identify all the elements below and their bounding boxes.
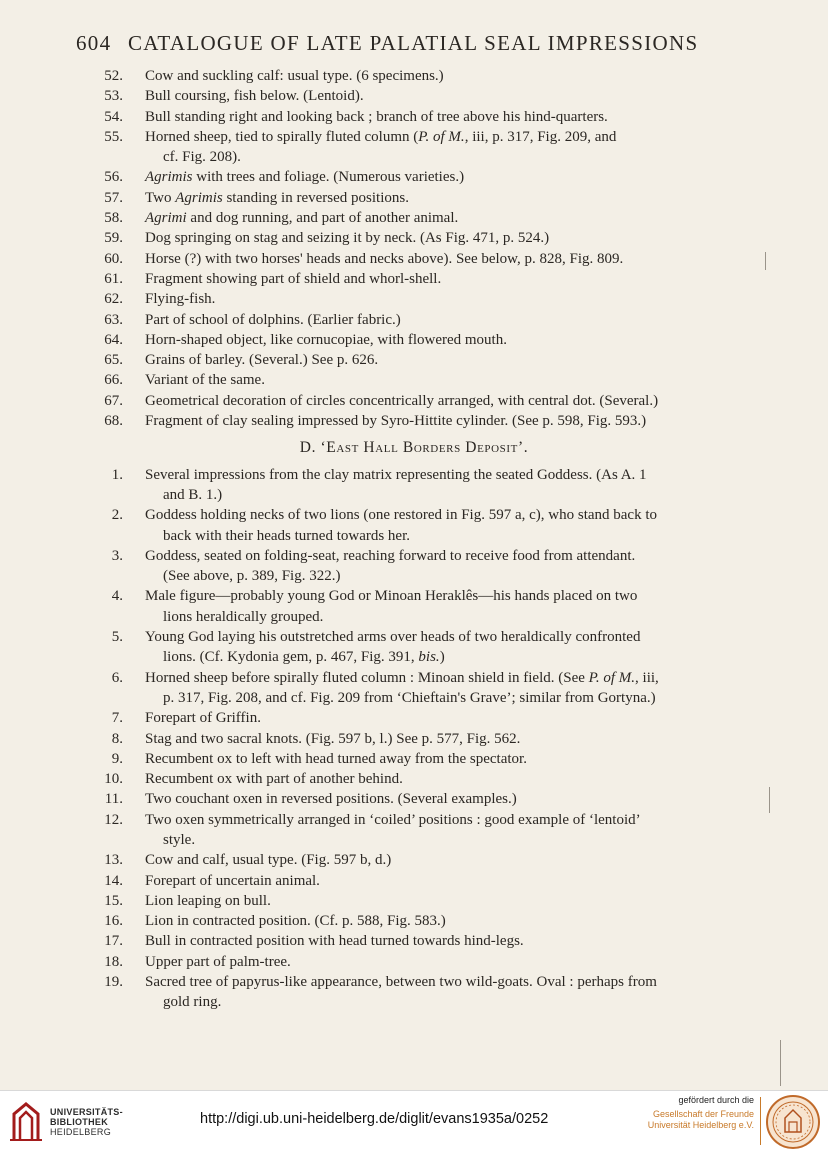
entry-text-line: lions heraldically grouped.: [163, 608, 324, 625]
entry-text-line: Goddess holding necks of two lions (one restored in Fig. 597 a, c), who stand back to: [145, 507, 657, 524]
entry-text-line: Sacred tree of papyrus-like appearance, between two wild-goats. Oval : perhaps from: [145, 974, 657, 991]
entry-text-line: Young God laying his outstretched arms over heads of two heraldically confronted: [145, 629, 641, 646]
entry-text-line: (See above, p. 389, Fig. 322.): [163, 568, 341, 585]
entry-text-line: Forepart of Griffin.: [145, 710, 261, 727]
catalogue-entry: [0, 411, 700, 431]
university-library-logo-icon: [8, 1100, 44, 1142]
entry-number: 52.: [104, 68, 123, 84]
entry-text-line: Several impressions from the clay matrix representing the seated Goddess. (As A. 1: [145, 466, 647, 483]
entry-number: 2.: [111, 507, 123, 524]
entry-text-line: Forepart of uncertain animal.: [145, 872, 320, 889]
entry-number: 54.: [104, 108, 123, 125]
entry-number: 17.: [104, 933, 123, 950]
entry-number: 8.: [111, 730, 123, 747]
entry-number: 59.: [104, 230, 123, 247]
entry-text-line: Lion in contracted position. (Cf. p. 588, Fig. 583.): [145, 913, 446, 930]
margin-mark: [769, 787, 770, 813]
entry-number: 9.: [111, 750, 123, 767]
entry-number: 18.: [104, 953, 123, 970]
entry-number: 67.: [104, 392, 123, 409]
catalogue-entry: [0, 370, 700, 390]
catalogue-entry: [0, 546, 700, 587]
entry-text-line: Horn-shaped object, like cornucopiae, with flowered mouth.: [145, 331, 507, 348]
library-name-line: HEIDELBERG: [50, 1127, 112, 1137]
catalogue-entry: [0, 769, 700, 789]
catalogue-entry: [0, 708, 700, 728]
entry-number: 13.: [104, 852, 123, 869]
entry-number: 57.: [104, 189, 123, 206]
entry-text-line: Flying-fish.: [145, 291, 216, 308]
university-seal-icon: [765, 1094, 821, 1150]
entry-text-line: Cow and suckling calf: usual type. (6 specimens.): [145, 68, 444, 84]
catalogue-entries: [0, 66, 828, 1013]
catalogue-entry: [0, 789, 700, 809]
catalogue-entry: [0, 911, 700, 931]
catalogue-entry: [0, 627, 700, 668]
library-name-line: BIBLIOTHEK: [50, 1117, 108, 1127]
entry-text-line: Variant of the same.: [145, 372, 265, 389]
catalogue-entry: [0, 269, 700, 289]
entry-list-previous-section: [0, 66, 828, 431]
page-number: 604: [76, 31, 112, 55]
catalogue-entry: [0, 391, 700, 411]
catalogue-entry: [0, 228, 700, 248]
entry-number: 15.: [104, 892, 123, 909]
margin-mark: [780, 1040, 781, 1086]
entry-number: 16.: [104, 913, 123, 930]
entry-text-line: and B. 1.): [163, 486, 223, 503]
entry-number: 56.: [104, 169, 123, 186]
catalogue-entry: [0, 729, 700, 749]
entry-text-line: Recumbent ox to left with head turned away from the spectator.: [145, 750, 527, 767]
entry-text-line: Lion leaping on bull.: [145, 892, 271, 909]
entry-number: 61.: [104, 270, 123, 287]
entry-text-line: Bull in contracted position with head turned towards hind-legs.: [145, 933, 524, 950]
catalogue-entry: [0, 107, 700, 127]
catalogue-entry: [0, 350, 700, 370]
entry-text-line: Grains of barley. (Several.) See p. 626.: [145, 352, 379, 369]
entry-text-line: Goddess, seated on folding-seat, reaching forward to receive food from attendant.: [145, 547, 636, 564]
entry-number: 14.: [104, 872, 123, 889]
entry-text-line: Two couchant oxen in reversed positions. (Several examples.): [145, 791, 517, 808]
catalogue-entry: [0, 167, 700, 187]
entry-number: 58.: [104, 210, 123, 227]
running-header: [76, 28, 716, 58]
entry-text-line: Fragment showing part of shield and whorl-shell.: [145, 270, 442, 287]
entry-number: 19.: [104, 974, 123, 991]
margin-mark: [765, 252, 766, 270]
catalogue-entry: [0, 891, 700, 911]
entry-text-line: back with their heads turned towards her.: [163, 527, 411, 544]
entry-text-line: Bull coursing, fish below. (Lentoid).: [145, 88, 364, 105]
library-name-line: UNIVERSITÄTS-: [50, 1107, 123, 1117]
entry-number: 63.: [104, 311, 123, 328]
entry-number: 1.: [111, 466, 123, 483]
entry-number: 5.: [111, 629, 123, 646]
footer-divider: [760, 1097, 761, 1145]
catalogue-entry: [0, 749, 700, 769]
catalogue-entry: [0, 86, 700, 106]
section-title: ‘East Hall Borders Deposit’.: [320, 439, 529, 457]
catalogue-entry: [0, 66, 700, 86]
section-letter: D.: [299, 439, 317, 457]
entry-number: 68.: [104, 413, 123, 430]
entry-number: 66.: [104, 372, 123, 389]
page-title: CATALOGUE OF LATE PALATIAL SEAL IMPRESSIONS: [127, 31, 699, 55]
sponsor-by: gefördert durch die: [678, 1095, 754, 1105]
entry-text-line: Horned sheep, tied to spirally fluted column (P. of M., iii, p. 317, Fig. 209, and: [145, 128, 617, 145]
catalogue-entry: [0, 871, 700, 891]
entry-text-line: Stag and two sacral knots. (Fig. 597 b, l.) See p. 577, Fig. 562.: [145, 730, 521, 747]
entry-number: 62.: [104, 291, 123, 308]
entry-number: 64.: [104, 331, 123, 348]
entry-number: 55.: [104, 128, 123, 145]
entry-text-line: style.: [163, 831, 196, 848]
entry-text-line: lions. (Cf. Kydonia gem, p. 467, Fig. 391, bis.): [163, 649, 445, 666]
catalogue-entry: [0, 952, 700, 972]
catalogue-entry: [0, 931, 700, 951]
catalogue-entry: [0, 465, 700, 506]
entry-text-line: Bull standing right and looking back ; branch of tree above his hind-quarters.: [145, 108, 608, 125]
entry-text-line: Geometrical decoration of circles concentrically arranged, with central dot. (Several.): [145, 392, 659, 409]
entry-text-line: Two oxen symmetrically arranged in ‘coiled’ positions : good example of ‘lentoid’: [145, 811, 641, 828]
entry-text-line: Horned sheep before spirally fluted column : Minoan shield in field. (See P. of M., iii,: [145, 669, 659, 686]
entry-text-line: Agrimi and dog running, and part of another animal.: [145, 210, 459, 227]
entry-number: 10.: [104, 771, 123, 788]
entry-text-line: Upper part of palm-tree.: [145, 953, 291, 970]
entry-text-line: gold ring.: [163, 994, 222, 1011]
catalogue-entry: [0, 289, 700, 309]
catalogue-entry: [0, 310, 700, 330]
catalogue-entry: [0, 850, 700, 870]
entry-number: 3.: [111, 547, 123, 564]
catalogue-entry: [0, 810, 700, 851]
entry-text-line: Fragment of clay sealing impressed by Syro-Hittite cylinder. (See p. 598, Fig. 593.): [145, 413, 647, 430]
catalogue-entry: [0, 249, 700, 269]
sponsor-name: Universität Heidelberg e.V.: [647, 1120, 754, 1130]
sponsor-note: [618, 1095, 754, 1131]
library-name: [50, 1107, 123, 1137]
entry-number: 4.: [111, 588, 123, 605]
catalogue-entry: [0, 972, 700, 1013]
permalink-url[interactable]: http://digi.ub.uni-heidelberg.de/diglit/evans1935a/0252: [200, 1111, 549, 1127]
entry-text-line: Agrimis with trees and foliage. (Numerous varieties.): [145, 169, 465, 186]
entry-number: 7.: [111, 710, 123, 727]
entry-number: 60.: [104, 250, 123, 267]
entry-number: 53.: [104, 88, 123, 105]
catalogue-entry: [0, 505, 700, 546]
entry-text-line: Horse (?) with two horses' heads and necks above). See below, p. 828, Fig. 809.: [145, 250, 624, 267]
catalogue-entry: [0, 188, 700, 208]
digitization-footer: [0, 1090, 828, 1151]
entry-text-line: Cow and calf, usual type. (Fig. 597 b, d.): [145, 852, 392, 869]
catalogue-entry: [0, 127, 700, 168]
entry-list-section-d: [0, 465, 828, 1013]
sponsor-name: Gesellschaft der Freunde: [652, 1109, 754, 1119]
entry-text-line: p. 317, Fig. 208, and cf. Fig. 209 from ‘Chieftain's Grave’; similar from Gortyna.): [163, 689, 656, 706]
entry-text-line: Dog springing on stag and seizing it by neck. (As Fig. 471, p. 524.): [145, 230, 550, 247]
entry-text-line: Part of school of dolphins. (Earlier fabric.): [145, 311, 401, 328]
entry-number: 11.: [104, 791, 123, 808]
section-heading: [0, 438, 828, 458]
catalogue-entry: [0, 330, 700, 350]
entry-text-line: Two Agrimis standing in reversed positions.: [145, 189, 409, 206]
entry-text-line: Recumbent ox with part of another behind.: [145, 771, 403, 788]
entry-text-line: cf. Fig. 208).: [163, 149, 241, 166]
entry-number: 6.: [111, 669, 123, 686]
catalogue-entry: [0, 668, 700, 709]
entry-text-line: Male figure—probably young God or Minoan Heraklês—his hands placed on two: [145, 588, 638, 605]
catalogue-entry: [0, 208, 700, 228]
entry-number: 65.: [104, 352, 123, 369]
entry-number: 12.: [104, 811, 123, 828]
catalogue-entry: [0, 586, 700, 627]
